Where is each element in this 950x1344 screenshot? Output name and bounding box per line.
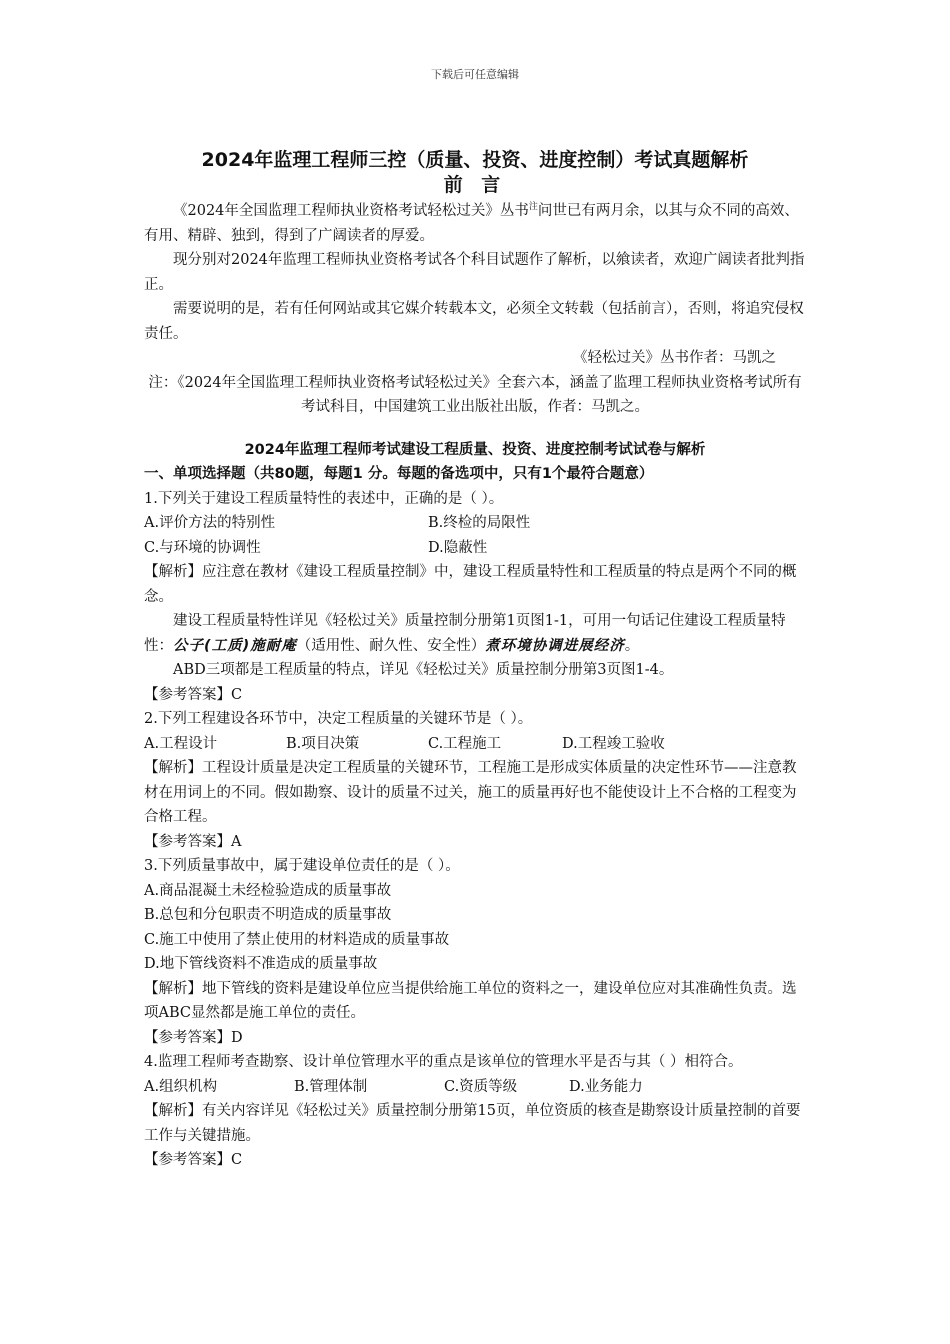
analysis-label: 【解析】 [144, 564, 202, 580]
q4-option-b: B.管理体制 [294, 1078, 368, 1095]
analysis-label: 【解析】 [144, 1103, 202, 1119]
preface-note: 注：《2024年全国监理工程师执业资格考试轻松过关》全套六本，涵盖了监理工程师执业资格考试所有考试科目，中国建筑工业出版社出版，作者：马凯之。 [148, 374, 802, 415]
q3-answer [144, 1026, 806, 1051]
q1-analysis-2 [144, 609, 806, 658]
q4-option-d: D.业务能力 [569, 1078, 643, 1095]
q1-analysis-1 [144, 560, 806, 609]
q1-option-b: B.终检的局限性 [428, 515, 531, 531]
footnote-marker: 注 [528, 202, 538, 213]
q2-answer-value: A [231, 833, 242, 850]
q3-answer-value: D [231, 1029, 243, 1046]
answer-label: 【参考答案】 [144, 1152, 231, 1168]
q3-analysis-text: 地下管线的资料是建设单位应当提供给施工单位的资料之一，建设单位应对其准确性负责。选项ABC显然都是施工单位的责任。 [144, 980, 797, 1021]
q2-option-b: B.项目决策 [286, 735, 360, 752]
q4-analysis-text: 有关内容详见《轻松过关》质量控制分册第15页，单位资质的核查是勘察设计质量控制的首要工作与关键措施。 [144, 1103, 801, 1144]
analysis-label: 【解析】 [144, 760, 202, 776]
q1-answer-value: C [231, 686, 243, 703]
q1-answer [144, 683, 806, 708]
q1-analysis-3: ABD三项都是工程质量的特点，详见《轻松过关》质量控制分册第3页图1-4。 [173, 662, 674, 678]
q4-options [144, 1075, 806, 1100]
q1-option-d: D.隐蔽性 [428, 539, 488, 556]
answer-label: 【参考答案】 [144, 1029, 231, 1046]
analysis-label: 【解析】 [144, 980, 202, 997]
answer-label: 【参考答案】 [144, 833, 231, 850]
preface-signature: 《轻松过关》丛书作者：马凯之 [573, 350, 776, 366]
q4-analysis [144, 1099, 806, 1148]
preface-title: 前 言 [443, 174, 507, 196]
q2-option-a: A.工程设计 [144, 735, 218, 752]
q2-analysis [144, 756, 806, 830]
q4-answer-value: C [231, 1152, 243, 1168]
preface-paragraph-2: 现分别对2024年监理工程师执业资格考试各个科目试题作了解析，以飨读者，欢迎广阔读者批判指正。 [144, 252, 805, 293]
preface-paragraph-3: 需要说明的是，若有任何网站或其它媒介转载本文，必须全文转载（包括前言），否则，将追究侵权责任。 [144, 301, 804, 342]
q1-mnemonic-1: 公子(工质)施耐庵 [173, 637, 297, 654]
q2-analysis-text: 工程设计质量是决定工程质量的关键环节，工程施工是形成实体质量的决定性环节——注意教材在用词上的不同。假如勘察、设计的质量不过关，施工的质量再好也不能使设计上不合格的工程变为合格工程。 [144, 760, 797, 825]
q3-option-b: B.总包和分包职责不明造成的质量事故 [144, 907, 392, 923]
q2-answer [144, 830, 806, 855]
preface-p1-text-b: 问世已有两月余，以其与众不同的高效、有用、精辟、独到，得到了广阔读者的厚爱。 [144, 203, 799, 244]
q3-stem: 3.下列质量事故中，属于建设单位责任的是（ ）。 [144, 858, 460, 874]
q1-analysis-1-text: 应注意在教材《建设工程质量控制》中，建设工程质量特性和工程质量的特点是两个不同的概念。 [144, 564, 797, 605]
q3-option-c: C.施工中使用了禁止使用的材料造成的质量事故 [144, 931, 450, 948]
preface-p1-text-a: 《2024年全国监理工程师执业资格考试轻松过关》丛书 [173, 203, 529, 219]
q1-stem: 1.下列关于建设工程质量特性的表述中，正确的是（ ）。 [144, 490, 504, 507]
part1-title: 一、单项选择题（共80题，每题1 分。每题的备选项中，只有1个最符合题意） [144, 466, 654, 482]
watermark: 下载后可任意编辑 [431, 68, 519, 81]
q1-option-a: A.评价方法的特别性 [144, 515, 276, 531]
q4-option-c: C.资质等级 [444, 1078, 518, 1095]
q1-mnemonic-mid: （适用性、耐久性、安全性） [296, 637, 486, 654]
q1-option-c: C.与环境的协调性 [144, 539, 261, 556]
q3-option-d: D.地下管线资料不准造成的质量事故 [144, 956, 378, 972]
q2-option-d: D.工程竣工验收 [562, 735, 665, 752]
preface-paragraph-1 [144, 199, 806, 248]
q3-option-a: A.商品混凝土未经检验造成的质量事故 [144, 882, 392, 899]
q2-option-c: C.工程施工 [428, 735, 502, 752]
q4-answer [144, 1148, 806, 1173]
q1-mnemonic-end: 。 [624, 637, 640, 654]
q1-options-row-1 [144, 511, 806, 536]
q3-analysis [144, 977, 806, 1026]
q4-option-a: A.组织机构 [144, 1078, 218, 1095]
q2-stem: 2.下列工程建设各环节中，决定工程质量的关键环节是（ ）。 [144, 711, 533, 727]
document-title: 2024年监理工程师三控（质量、投资、进度控制）考试真题解析 [201, 149, 749, 171]
q1-analysis-2-text: 建设工程质量特性详见《轻松过关》质量控制分册第1页图1-1，可用一句话记住建设工程质量特性： [144, 613, 786, 654]
document-content [144, 148, 806, 1173]
q4-stem: 4.监理工程师考查勘察、设计单位管理水平的重点是该单位的管理水平是否与其（ ）相符合。 [144, 1054, 743, 1070]
exam-title: 2024年监理工程师考试建设工程质量、投资、进度控制考试试卷与解析 [244, 441, 706, 458]
answer-label: 【参考答案】 [144, 686, 231, 703]
q1-mnemonic-2: 煮环境协调进展经济 [485, 637, 625, 654]
q2-options [144, 732, 806, 757]
q1-options-row-2 [144, 536, 806, 561]
